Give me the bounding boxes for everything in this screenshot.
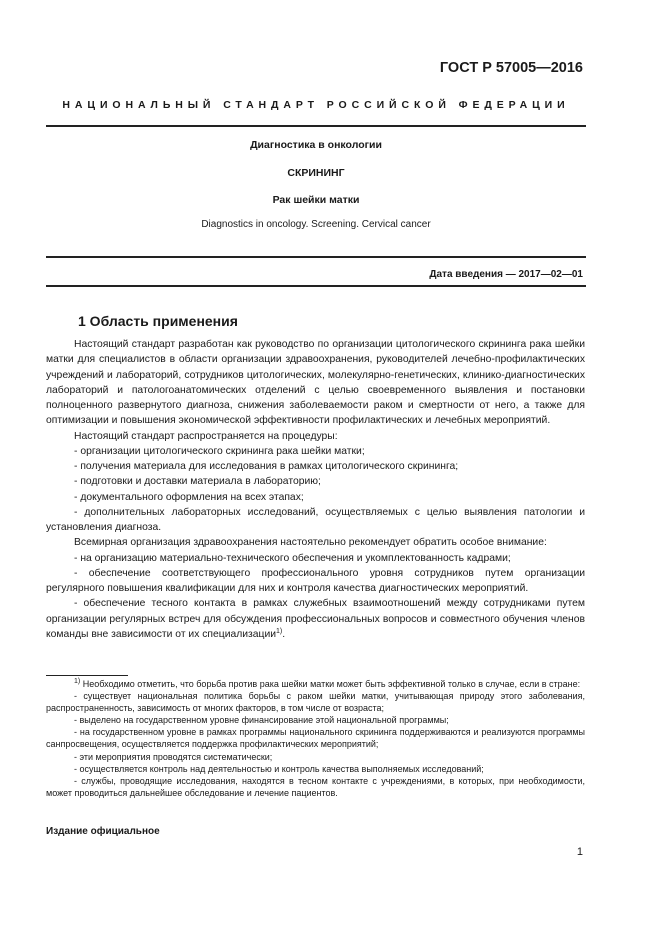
footnote-line: - на государственном уровне в рамках программы национального скрининга поддерживаются и реализуются программы санпросвещения, осуществляется поддержка профилактических мероприятий; <box>46 727 585 750</box>
section-heading: 1 Область применения <box>78 313 238 329</box>
list-item: - получения материала для исследования в рамках цитологического скрининга; <box>74 461 459 472</box>
paragraph-end: . <box>282 628 286 640</box>
official-edition-label: Издание официальное <box>46 826 160 837</box>
list-item: - организации цитологического скрининга рака шейки матки; <box>74 445 365 457</box>
footnote-line: - существует национальная политика борьбы с раком шейки матки, учитывающая природу этого заболевания, распространенность, зависимость от многих факторов, в том числе от возраста; <box>46 691 585 714</box>
list-item: - документального оформления на всех этапах; <box>74 491 304 503</box>
introduction-date: Дата введения — 2017—02—01 <box>429 269 583 280</box>
section-body <box>46 337 585 642</box>
title-english: Diagnostics in oncology. Screening. Cervical cancer <box>201 219 431 230</box>
document-number: ГОСТ Р 57005—2016 <box>439 60 583 76</box>
paragraph: Настоящий стандарт распространяется на процедуры: <box>74 430 338 442</box>
page-number: 1 <box>576 846 583 858</box>
footnote-line: - выделено на государственном уровне финансирование этой национальной программы; <box>74 715 449 726</box>
list-item: - обеспечение соответствующего профессионального уровня сотрудников путем организации регулярного повышения квалификации для них и контроля качества диагностических мероприятий. <box>46 567 585 594</box>
paragraph: Всемирная организация здравоохранения настоятельно рекомендует обратить особое внимание: <box>74 537 547 549</box>
list-item: - дополнительных лабораторных исследований, осуществляемых с целью выявления патологии и установления диагноза. <box>46 506 585 533</box>
footnote <box>46 678 585 799</box>
footnote-text: Необходимо отметить, что борьба против рака шейки матки может быть эффективной только в случае, если в стране: <box>80 679 581 689</box>
footnote-line: - службы, проводящие исследования, находятся в тесном контакте с учреждениями, в которых, при необходимости, может проводиться дальнейшее обследование и лечение пациентов. <box>46 775 585 798</box>
footnote-line <box>46 678 585 690</box>
footnote-reference[interactable]: 1) <box>276 627 283 635</box>
footnote-divider <box>46 675 128 676</box>
paragraph-text: - обеспечение тесного контакта в рамках служебных взаимоотношений между сотрудниками путем организации регулярных встреч для обсуждения профессиональных вопросов и совместного обучения членов команды вне зависимости от их специализации <box>46 598 585 640</box>
title-middle: СКРИНИНГ <box>287 167 345 179</box>
list-item: - подготовки и доставки материала в лабораторию; <box>74 476 321 488</box>
title-subtitle: Рак шейки матки <box>272 194 360 206</box>
list-item <box>46 596 585 642</box>
paragraph: Настоящий стандарт разработан как руководство по организации цитологического скрининга рака шейки матки для специалистов в области организации здравоохранения, руководителей лечебно-профилактических учреждений и лабораторий, сотрудников цитологических, молекулярно-генетических, клинико-диагностических лабораторий и патологоанатомических отделений с целью своевременного выявления и постановки полноценного развернутого диагноза, снижения заболеваемости раком и смертности от него, а также для оптимизации и повышения экономической эффективности профилактических и лечебных мероприятий. <box>46 339 585 427</box>
top-divider <box>46 125 586 127</box>
footnote-line: - эти мероприятия проводятся систематически; <box>74 751 273 762</box>
footnote-line: - осуществляется контроль над деятельностью и контроль качества выполняемых исследований; <box>74 763 484 774</box>
date-divider <box>46 285 586 287</box>
list-item: - на организацию материально-технического обеспечения и укомплектованность кадрами; <box>74 552 511 564</box>
title-main: Диагностика в онкологии <box>250 139 382 151</box>
footnote-marker: 1) <box>74 678 81 685</box>
national-standard-heading: НАЦИОНАЛЬНЫЙ СТАНДАРТ РОССИЙСКОЙ ФЕДЕРАЦИИ <box>62 99 570 111</box>
title-divider <box>46 256 586 258</box>
